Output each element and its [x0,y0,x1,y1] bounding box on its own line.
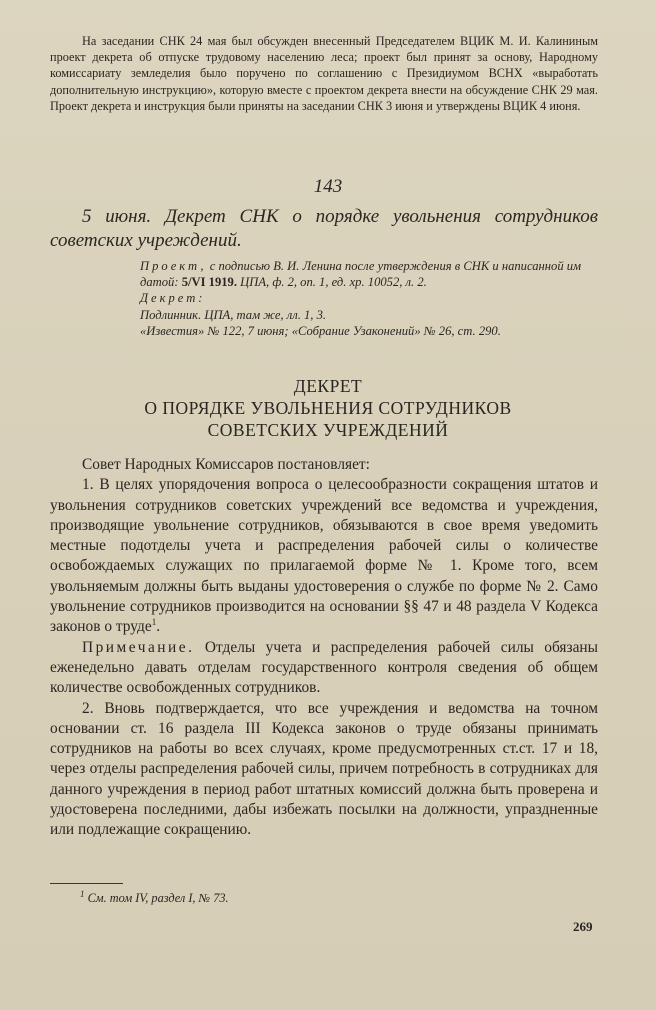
source-references [140,258,598,339]
note-paragraph [50,638,598,699]
decree-body [50,455,598,841]
draft-date: 5/VI 1919. [181,275,237,290]
document-number: 143 [313,176,343,197]
document-title [50,205,598,253]
footnote [80,888,229,906]
draft-text: с подписью В. И. Ленина после утверждения в СНК и написанной им датой: [140,259,582,290]
preamble: Совет Народных Комиссаров постановляет: [82,456,370,473]
clause-2: 2. Вновь подтверждается, что все учреждения и ведомства на точном основании ст. 16 раздела III Кодекса законов о труде обязаны принимать сотрудников на работы во всех случаях, кроме предусмотренных ст.ст. 17 и 18, через отделы распределения рабочей силы, причем потребность в сотрудниках для данного учреждения в период работ штатных комиссий должна быть проверена и удостоверена последними, дабы избежать посылки на должности, упраздненные или подлежащие сокращению. [50,699,598,839]
footnote-divider [50,883,123,884]
footnote-ref: 1 [151,617,157,628]
decree-label [140,290,598,306]
page-number: 269 [573,919,593,934]
heading-line-3: СОВЕТСКИХ УЧРЕЖДЕНИЙ [207,420,449,440]
note-text: Отделы учета и распределения рабочей силы обязаны еженедельно давать отделам государственного контроля сведения об общем количестве освобожденных сотрудников. [50,638,598,697]
decree-heading [0,375,656,441]
clause-1: 1. В целях упорядочения вопроса о целесообразности сокращения штатов и увольнения сотрудников советских учреждений все ведомства и учреждения, производящие увольнение сотрудников, обязываются в свое время уведомить местные подотделы учета и распределения рабочей силы о количестве освобождаемых служащих по прилагаемой форме № 1. Кроме того, всем увольняемым должны быть выданы удостоверения о службе по форме № 2. Само увольнение сотрудников производится на основании §§ 47 и 48 раздела V Кодекса законов о труде$^1$. [50,476,598,636]
editorial-note-text: На заседании СНК 24 мая был обсужден внесенный Председателем ВЦИК М. И. Калининым проект декрета об отпуске трудовому населению леса; проект был принят за основу, Народному комиссариату земледелия было поручено по соглашению с Президиумом ВСНХ «выработать дополнительную инструкцию», которую вместе с проектом декрета внести на обсуждение СНК 29 мая. Проект декрета и инструкция были приняты на заседании СНК 3 июня и утверждены ВЦИК 4 июня. [50,34,598,113]
draft-source [140,258,598,290]
footnote-mark: 1 [80,888,85,899]
draft-archive: ЦПА, ф. 2, оп. 1, ед. хр. 10052, л. 2. [240,275,427,290]
note-label: Примечание. [82,638,195,656]
decree-label-text: Декрет: [140,291,206,306]
editorial-note [50,33,598,114]
publication-source: «Известия» № 122, 7 июня; «Собрание Узаконений» № 26, ст. 290. [140,323,501,338]
heading-line-1: ДЕКРЕТ [293,376,363,396]
document-title-text: 5 июня. Декрет СНК о порядке увольнения сотрудников советских учреждений. [50,206,598,251]
clause-1-text: 1. В целях упорядочения вопроса о целесообразности сокращения штатов и увольнения сотрудников советских учреждений все ведомства и учреждения, производящие увольнение сотрудников, обязываются в свое время уведомить местные подотделы учета и распределения рабочей силы о количестве освобождаемых служащих по прилагаемой форме № 1. Кроме того, всем увольняемым должны быть выданы удостоверения о службе по форме № 2. Само увольнение сотрудников производится на основании §§ 47 и 48 раздела V Кодекса законов о труде [50,476,598,636]
draft-label: Проект, [140,259,207,273]
heading-line-2: О ПОРЯДКЕ УВОЛЬНЕНИЯ СОТРУДНИКОВ [144,398,512,418]
original-source: Подлинник. ЦПА, там же, лл. 1, 3. [140,307,327,322]
footnote-text: См. том IV, раздел I, № 73. [87,891,229,905]
